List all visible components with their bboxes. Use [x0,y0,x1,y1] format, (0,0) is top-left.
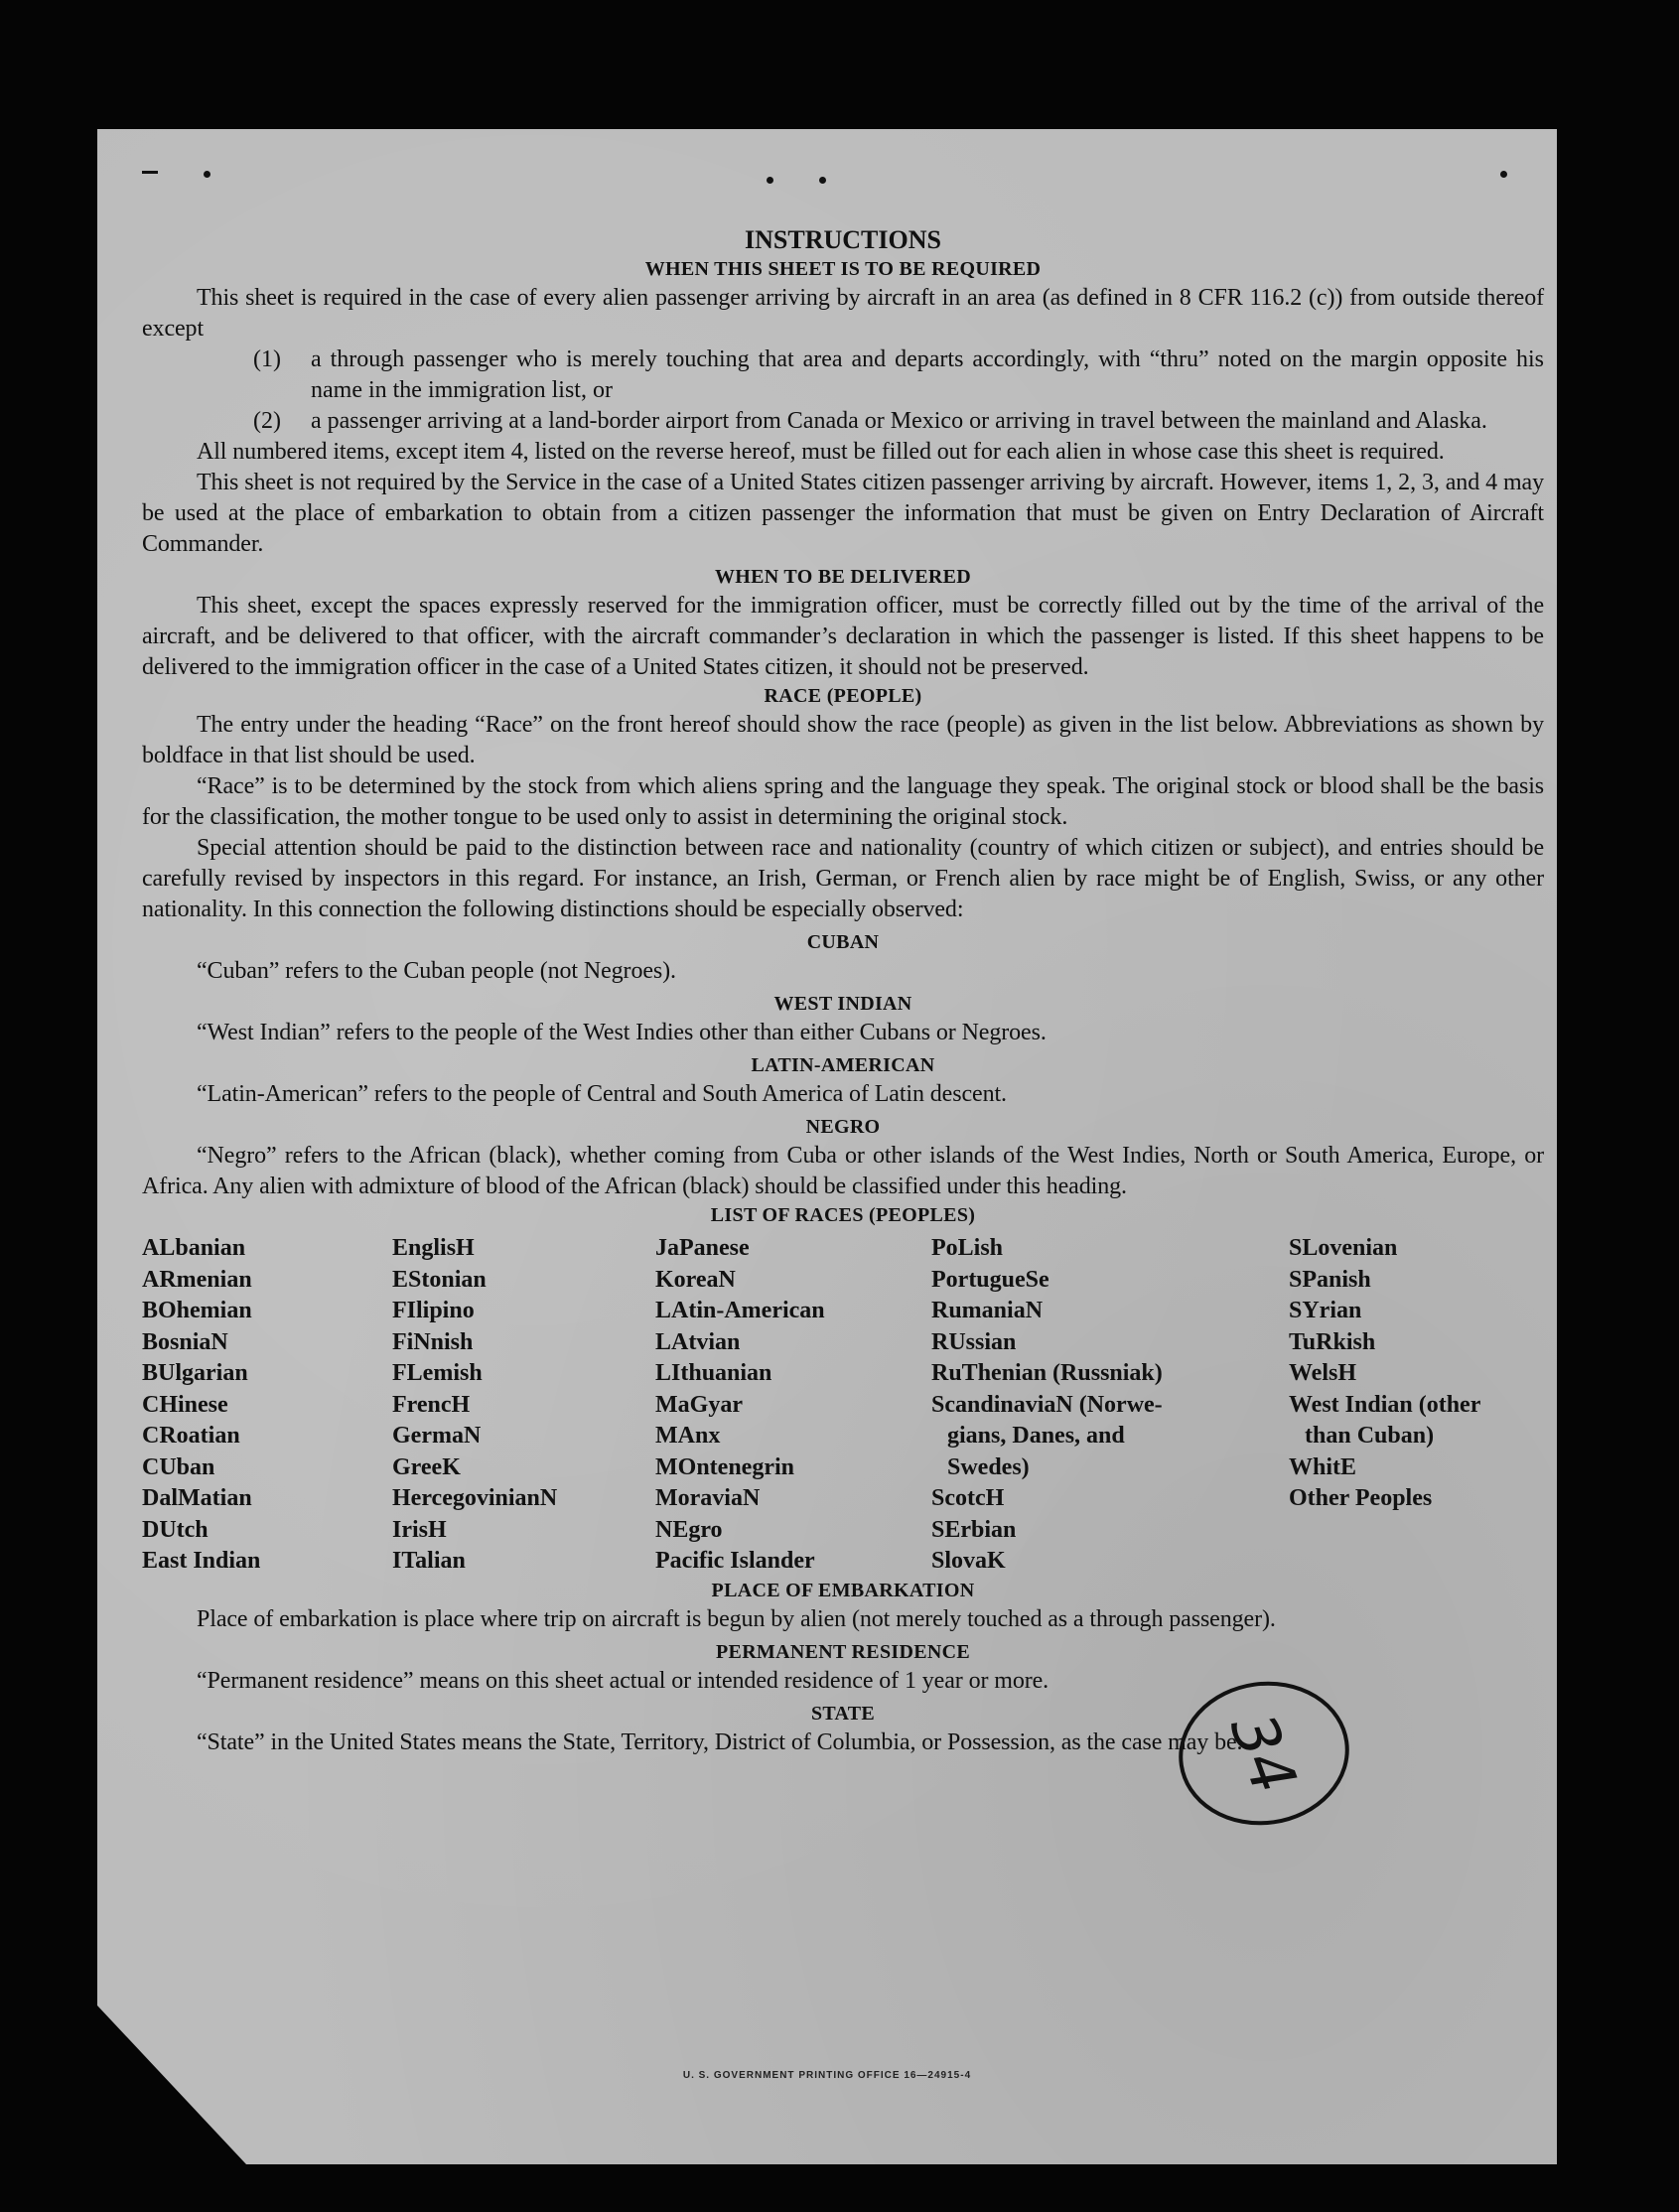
race-item: WelsH [1289,1360,1357,1386]
race-item: RuThenian (Russniak) [931,1360,1163,1386]
races-column-4 [931,1233,1289,1578]
punch-dot [204,171,210,178]
races-column-5 [1289,1233,1544,1578]
races-list [142,1233,1544,1578]
race-item: LAtin-American [655,1298,825,1323]
races-column-1 [142,1233,392,1578]
race-item-continued: gians, Danes, and [947,1423,1125,1449]
numbered-items-paragraph: All numbered items, except item 4, listed on the reverse hereof, must be filled out for each alien in whose case this sheet is required. [197,439,1445,465]
section-heading-negro: NEGRO [805,1116,881,1138]
races-column-2 [392,1233,655,1578]
section-heading-state: STATE [810,1702,876,1725]
race-item: FIlipino [392,1298,475,1323]
race-item: SPanish [1289,1266,1371,1293]
race-item: SlovaK [931,1548,1006,1574]
race-item: EnglisH [392,1235,475,1261]
race-item: MAnx [655,1423,721,1449]
latin-american-paragraph: “Latin-American” refers to the people of Central and South America of Latin descent. [197,1081,1007,1107]
citizen-paragraph: This sheet is not required by the Service in the case of a United States citizen passenger arriving by aircraft. However, items 1, 2, 3, and 4 may be used at the place of embarkation to obtain from a citizen passenger the information that must be given on Entry Declaration of Aircraft Commander. [142,470,1544,557]
race-item: IrisH [392,1516,447,1543]
residence-paragraph: “Permanent residence” means on this sheet actual or intended residence of 1 year or more. [197,1667,1049,1694]
instructions-content [142,224,1544,1758]
race-item: MaGyar [655,1391,743,1418]
document-sheet [97,129,1557,2164]
race-item: PortugueSe [931,1266,1049,1293]
folded-corner [97,2005,246,2164]
race-item: LIthuanian [655,1360,772,1386]
race-item: GreeK [392,1453,461,1480]
race-item: EStonian [392,1266,487,1293]
race-item: FrencH [392,1391,471,1418]
race-item: JaPanese [655,1235,750,1261]
race-item: RUssian [931,1328,1017,1355]
race-item: SLovenian [1289,1235,1398,1261]
race-item: Pacific Islander [655,1548,815,1574]
race-item: ScotcH [931,1485,1005,1511]
race-item: TuRkish [1289,1328,1376,1355]
race-item: FiNnish [392,1328,474,1355]
section-heading-required: WHEN THIS SHEET IS TO BE REQUIRED [644,258,1042,280]
race-item: SErbian [931,1516,1017,1543]
race-paragraph-3: Special attention should be paid to the distinction between race and nationality (country of which citizen or subject), and entries should be carefully revised by inspectors in this regard. For instance, an Irish, German, or French alien by race might be of English, Swiss, or any other nationality. In this connection the following distinctions should be especially observed: [142,835,1544,922]
race-item: LAtvian [655,1328,741,1355]
race-paragraph-1: The entry under the heading “Race” on the front hereof should show the race (people) as given in the list below. Abbreviations as shown by boldface in that list should be used. [142,712,1544,768]
race-item: West Indian (other [1289,1391,1481,1418]
west-indian-paragraph: “West Indian” refers to the people of the West Indies other than either Cubans or Negroes. [197,1020,1047,1045]
race-item: CRoatian [142,1423,240,1449]
negro-paragraph: “Negro” refers to the African (black), whether coming from Cuba or other islands of the West Indies, North or South America, Europe, or Africa. Any alien with admixture of blood of the African (black) should be classified under this heading. [142,1143,1544,1199]
race-item: CUban [142,1453,215,1480]
race-item: ScandinaviaN (Norwe- [931,1391,1163,1418]
item-text: a passenger arriving at a land-border airport from Canada or Mexico or arriving in travel between the mainland and Alaska. [311,408,1487,434]
required-intro: This sheet is required in the case of every alien passenger arriving by aircraft in an area (as defined in 8 CFR 116.2 (c)) from outside thereof except [142,285,1544,342]
punch-dot [819,177,826,184]
race-item: GermaN [392,1423,482,1449]
race-item: BOhemian [142,1298,252,1323]
race-item: KoreaN [655,1266,736,1293]
printing-office-footer: U. S. GOVERNMENT PRINTING OFFICE 16—24915-4 [682,2070,972,2081]
section-heading-race: RACE (PEOPLE) [764,685,922,707]
race-item: CHinese [142,1391,228,1418]
exception-item [142,345,1544,406]
race-item: ARmenian [142,1266,252,1293]
race-item: NEgro [655,1516,723,1543]
race-paragraph-2: “Race” is to be determined by the stock from which aliens spring and the language they speak. The original stock or blood shall be the basis for the classification, the mother tongue to be used only to assist in determining the original stock. [142,773,1544,830]
embarkation-paragraph: Place of embarkation is place where trip on aircraft is begun by alien (not merely touched as a through passenger). [197,1605,1276,1632]
section-heading-embarkation: PLACE OF EMBARKATION [711,1579,975,1601]
section-heading-west-indian: WEST INDIAN [773,993,912,1015]
page-title: INSTRUCTIONS [745,225,941,254]
race-item: BUlgarian [142,1360,248,1386]
race-item-continued: than Cuban) [1305,1423,1435,1449]
exception-list [142,345,1544,437]
item-number: (2) [253,408,281,434]
race-item: Other Peoples [1289,1485,1433,1511]
race-item: DalMatian [142,1485,252,1511]
punch-mark [142,171,158,174]
race-item: SYrian [1289,1298,1362,1323]
races-column-3 [655,1233,931,1578]
item-number: (1) [253,346,281,372]
handwritten-circled-number [1175,1678,1353,1829]
race-item: ITalian [392,1548,466,1574]
race-item-continued: Swedes) [947,1453,1030,1480]
race-item: RumaniaN [931,1298,1044,1323]
race-item: HercegovinianN [392,1485,558,1511]
race-item: DUtch [142,1516,209,1543]
race-item: BosniaN [142,1328,228,1355]
list-of-races-heading: LIST OF RACES (PEOPLES) [710,1204,976,1226]
delivered-paragraph: This sheet, except the spaces expressly reserved for the immigration officer, must be correctly filled out by the time of the arrival of the aircraft, and be delivered to that officer, with the aircraft commander’s declaration in which the passenger is listed. If this sheet happens to be delivered to the immigration officer in the case of a United States citizen, it should not be preserved. [142,593,1544,680]
punch-dot [1500,171,1507,178]
item-text: a through passenger who is merely touching that area and departs accordingly, with “thru” noted on the margin opposite his name in the immigration list, or [311,346,1544,403]
race-item: East Indian [142,1548,261,1574]
section-heading-residence: PERMANENT RESIDENCE [716,1640,970,1663]
cuban-paragraph: “Cuban” refers to the Cuban people (not Negroes). [197,958,676,984]
section-heading-latin-american: LATIN-AMERICAN [751,1054,935,1076]
exception-item [142,406,1544,437]
race-item: MOntenegrin [655,1453,794,1480]
handwritten-number: 34 [1215,1704,1312,1803]
race-item: WhitE [1289,1453,1357,1480]
state-paragraph: “State” in the United States means the State, Territory, District of Columbia, or Possession, as the case may be. [197,1728,1243,1755]
section-heading-delivered: WHEN TO BE DELIVERED [714,566,972,588]
punch-dot [767,177,773,184]
section-heading-cuban: CUBAN [806,931,880,953]
race-item: ALbanian [142,1235,246,1261]
race-item: MoraviaN [655,1485,761,1511]
race-item: PoLish [931,1235,1004,1261]
race-item: FLemish [392,1360,483,1386]
